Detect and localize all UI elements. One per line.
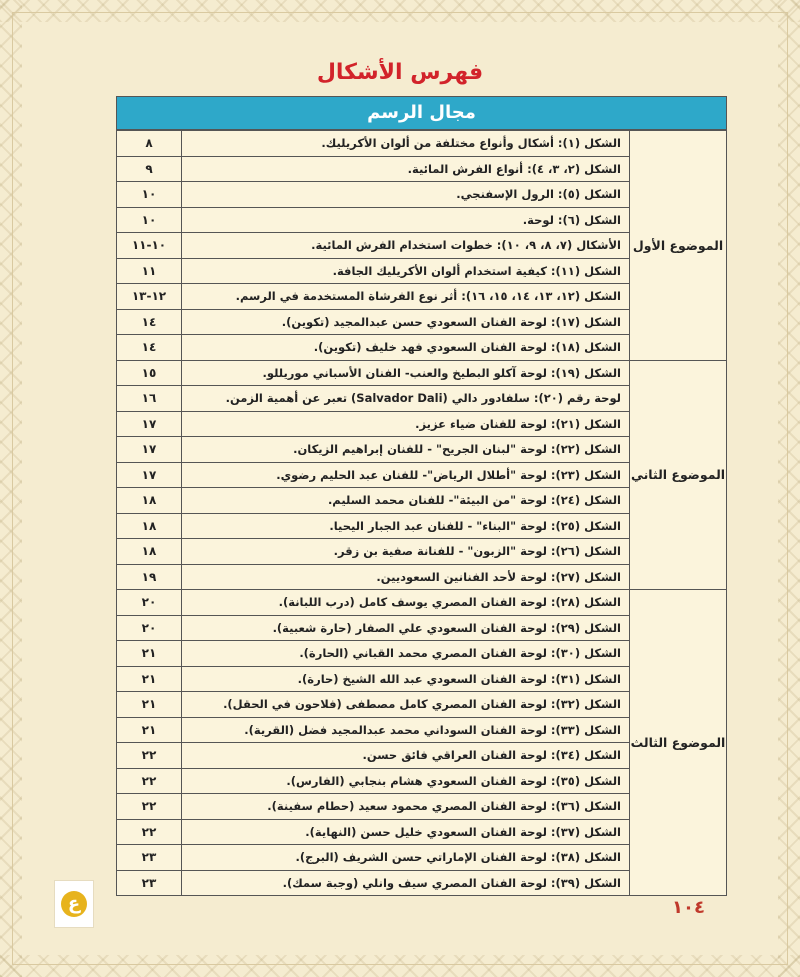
figure-description: الشكل (١١): كيفية استخدام ألوان الأكريليك الجافة.	[182, 258, 630, 284]
figure-page-number: ٢٢	[117, 768, 182, 794]
figure-page-number: ٢٢	[117, 743, 182, 769]
figure-description: الشكل (١٨): لوحة الفنان السعودي فهد خليف (تكوين).	[182, 335, 630, 361]
table-row	[117, 360, 727, 386]
figure-page-number: ١٠-١١	[117, 233, 182, 259]
figure-description: الشكل (٢١): لوحة للفنان ضياء عزيز.	[182, 411, 630, 437]
figure-description: الشكل (١٩): لوحة آكلو البطيخ والعنب- الفنان الأسباني موريللو.	[182, 360, 630, 386]
figure-description: الشكل (١٧): لوحة الفنان السعودي حسن عبدالمجيد (تكوين).	[182, 309, 630, 335]
figure-page-number: ١١	[117, 258, 182, 284]
figure-description: الشكل (٢٧): لوحة لأحد الفنانين السعوديين.	[182, 564, 630, 590]
figure-page-number: ١٨	[117, 488, 182, 514]
section-label: الموضوع الأول	[630, 131, 727, 361]
figure-description: الشكل (٣٩): لوحة الفنان المصري سيف وانلي (وجبة سمك).	[182, 870, 630, 896]
figure-page-number: ١٧	[117, 437, 182, 463]
figure-page-number: ١٠	[117, 207, 182, 233]
figure-description: الشكل (٣٥): لوحة الفنان السعودي هشام بنجابي (الفارس).	[182, 768, 630, 794]
figure-description: الشكل (٢٥): لوحة "البناء" - للفنان عبد الجبار اليحيا.	[182, 513, 630, 539]
section-label: الموضوع الثاني	[630, 360, 727, 590]
figure-description: الشكل (٣٤): لوحة الفنان العراقي فائق حسن.	[182, 743, 630, 769]
figure-page-number: ١٨	[117, 539, 182, 565]
page-title: فهرس الأشكال	[316, 60, 484, 85]
figure-page-number: ٢٣	[117, 870, 182, 896]
figure-description: الشكل (٣٦): لوحة الفنان المصري محمود سعيد (حطام سفينة).	[182, 794, 630, 820]
figure-page-number: ١٩	[117, 564, 182, 590]
figure-description: الشكل (٦): لوحة.	[182, 207, 630, 233]
figure-description: الشكل (٣١): لوحة الفنان السعودي عبد الله الشيخ (حارة).	[182, 666, 630, 692]
logo-icon: ع	[61, 891, 87, 917]
figure-description: الشكل (٢، ٣، ٤): أنواع الفرش المائية.	[182, 156, 630, 182]
figure-description: الشكل (٣٢): لوحة الفنان المصري كامل مصطفى (فلاحون في الحقل).	[182, 692, 630, 718]
figure-description: الشكل (٢٩): لوحة الفنان السعودي علي الصفار (حارة شعبية).	[182, 615, 630, 641]
figure-page-number: ١٤	[117, 335, 182, 361]
figure-description: الشكل (٢٨): لوحة الفنان المصري يوسف كامل (درب اللبانة).	[182, 590, 630, 616]
figure-page-number: ١٥	[117, 360, 182, 386]
figure-description: الشكل (٢٣): لوحة "أطلال الرياض"- للفنان عبد الحليم رضوي.	[182, 462, 630, 488]
figure-description: الشكل (٣٧): لوحة الفنان السعودي خليل حسن (النهاية).	[182, 819, 630, 845]
page-number: ١٠٤	[672, 897, 705, 918]
figure-page-number: ٢٠	[117, 590, 182, 616]
figure-description: الشكل (١): أشكال وأنواع مختلفة من ألوان الأكريليك.	[182, 131, 630, 157]
figure-description: الشكل (٢٢): لوحة "لبنان الجريح" - للفنان إبراهيم الزيكان.	[182, 437, 630, 463]
index-table-body	[116, 130, 727, 896]
figure-page-number: ١٤	[117, 309, 182, 335]
figure-page-number: ٢١	[117, 666, 182, 692]
figure-page-number: ١٢-١٣	[117, 284, 182, 310]
figure-page-number: ٢٠	[117, 615, 182, 641]
table-header: مجال الرسم	[116, 96, 727, 130]
figure-description: الشكل (٣٣): لوحة الفنان السوداني محمد عبدالمجيد فضل (القرية).	[182, 717, 630, 743]
figure-description: الشكل (٥): الرول الإسفنجي.	[182, 182, 630, 208]
table-row	[117, 590, 727, 616]
figure-description: لوحة رقم (٢٠): سلفادور دالي (Salvador Dali) تعبر عن أهمية الزمن.	[182, 386, 630, 412]
figure-page-number: ١٠	[117, 182, 182, 208]
publisher-logo	[54, 880, 94, 928]
figure-page-number: ٢٢	[117, 819, 182, 845]
figure-page-number: ١٨	[117, 513, 182, 539]
figure-page-number: ١٧	[117, 411, 182, 437]
section-label: الموضوع الثالث	[630, 590, 727, 896]
table-row	[117, 131, 727, 157]
figure-page-number: ٢٣	[117, 845, 182, 871]
figure-page-number: ٢١	[117, 717, 182, 743]
figures-index-table	[116, 96, 727, 896]
figure-page-number: ٩	[117, 156, 182, 182]
figure-description: الشكل (٢٤): لوحة "من البيئة"- للفنان محمد السليم.	[182, 488, 630, 514]
figure-page-number: ١٧	[117, 462, 182, 488]
figure-page-number: ٢١	[117, 692, 182, 718]
figure-description: الشكل (٣٨): لوحة الفنان الإماراتي حسن الشريف (البرج).	[182, 845, 630, 871]
figure-page-number: ٨	[117, 131, 182, 157]
figure-description: الشكل (٢٦): لوحة "الزبون" - للفنانة صفية بن زقر.	[182, 539, 630, 565]
figure-page-number: ١٦	[117, 386, 182, 412]
figure-description: الشكل (٣٠): لوحة الفنان المصري محمد القباني (الحارة).	[182, 641, 630, 667]
figure-description: الأشكال (٧، ٨، ٩، ١٠): خطوات استخدام الفرش المائية.	[182, 233, 630, 259]
figure-page-number: ٢٢	[117, 794, 182, 820]
figure-description: الشكل (١٢، ١٣، ١٤، ١٥، ١٦): أثر نوع الفرشاة المستخدمة في الرسم.	[182, 284, 630, 310]
figure-page-number: ٢١	[117, 641, 182, 667]
